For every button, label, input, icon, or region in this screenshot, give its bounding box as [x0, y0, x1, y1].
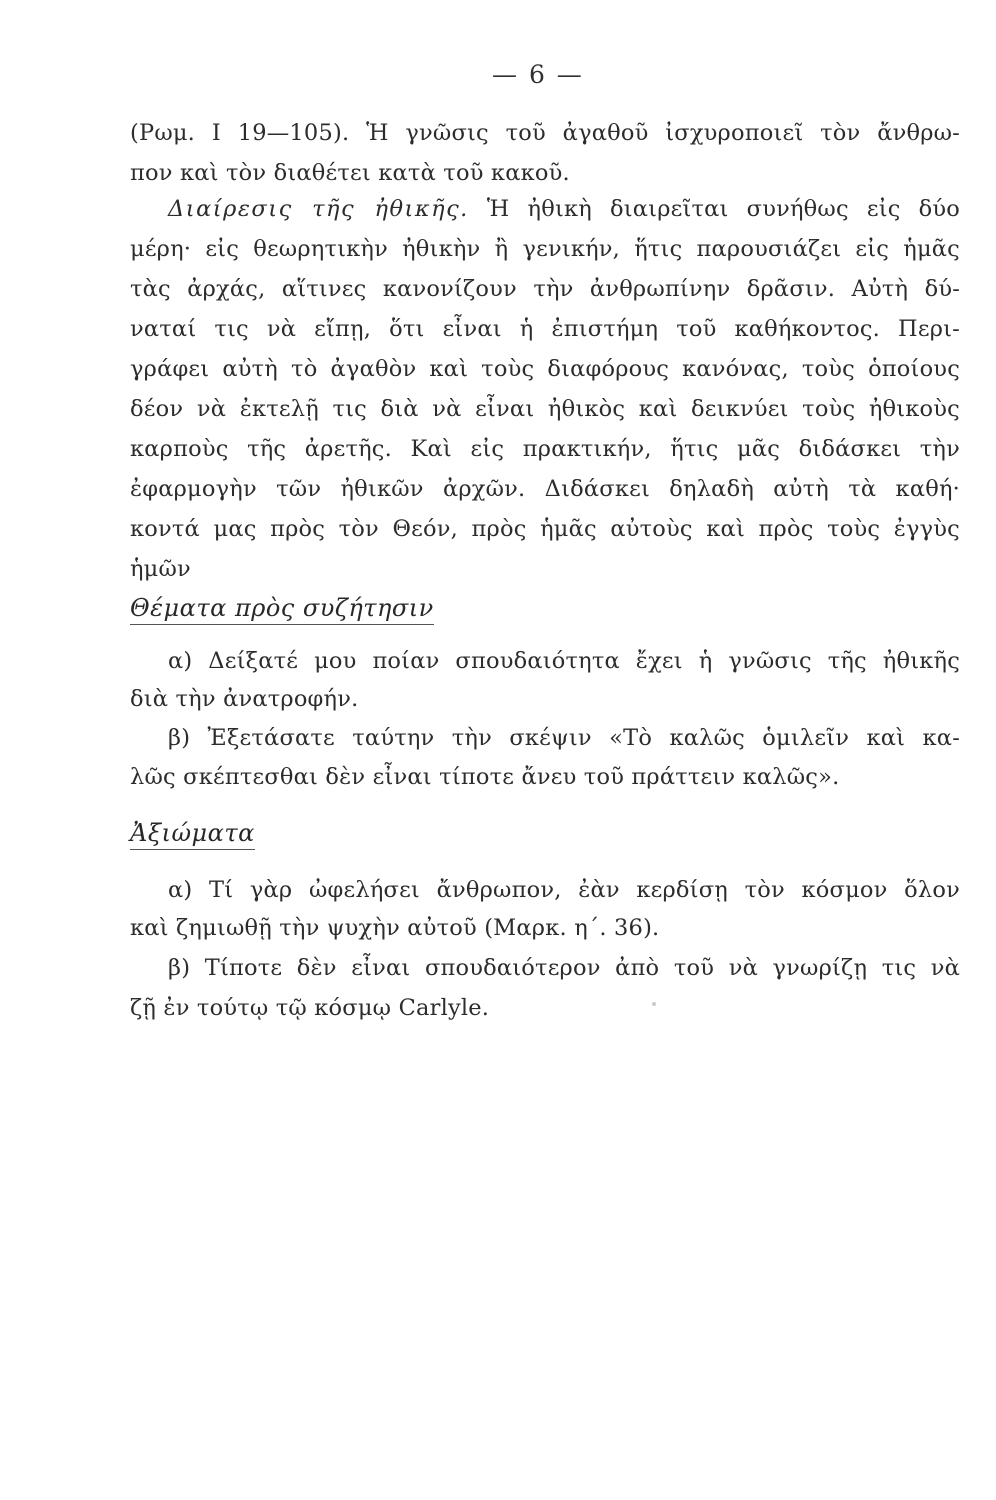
- section-title: Θέματα πρὸς συζήτησιν: [130, 594, 434, 625]
- list-item-line: καὶ ζημιωθῇ τὴν ψυχὴν αὐτοῦ (Μαρκ. η΄. 36).: [130, 915, 660, 941]
- text-line: κοντά μας πρὸς τὸν Θεόν, πρὸς ἡμᾶς αὐτοὺς καὶ πρὸς τοὺς ἐγγὺς: [130, 516, 960, 542]
- text-line: [130, 194, 960, 224]
- list-item-line: διὰ τὴν ἀνατροφήν.: [130, 686, 359, 712]
- ink-speck: [652, 1002, 656, 1006]
- list-item-line: α) Δείξατέ μου ποίαν σπουδαιότητα ἔχει ἡ γνῶσις τῆς ἠθικῆς: [168, 648, 960, 674]
- section-heading-themata: [130, 593, 434, 623]
- inline-heading: Διαίρεσις τῆς ἠθικῆς.: [168, 196, 469, 222]
- text-line: (Ρωμ. Ι 19—105). Ἡ γνῶσις τοῦ ἀγαθοῦ ἰσχυροποιεῖ τὸν ἄνθρω-: [130, 120, 960, 146]
- text-line: ναταί τις νὰ εἴπῃ, ὅτι εἶναι ἡ ἐπιστήμη τοῦ καθήκοντος. Περι-: [130, 316, 960, 342]
- list-item-line: β) Τίποτε δὲν εἶναι σπουδαιότερον ἀπὸ τοῦ νὰ γνωρίζῃ τις νὰ: [168, 955, 960, 981]
- text-line: πον καὶ τὸν διαθέτει κατὰ τοῦ κακοῦ.: [130, 160, 570, 186]
- list-item-line: ζῇ ἐν τούτῳ τῷ κόσμῳ Carlyle.: [130, 995, 490, 1021]
- text-line: ἐφαρμογὴν τῶν ἠθικῶν ἀρχῶν. Διδάσκει δηλαδὴ αὐτὴ τὰ καθή·: [130, 476, 960, 502]
- text-line: δέον νὰ ἐκτελῇ τις διὰ νὰ εἶναι ἠθικὸς καὶ δεικνύει τοὺς ἠθικοὺς: [130, 396, 960, 422]
- section-title: Ἀξιώματα: [130, 819, 255, 850]
- text-line: καρποὺς τῆς ἀρετῆς. Καὶ εἰς πρακτικήν, ἥτις μᾶς διδάσκει τὴν: [130, 436, 960, 462]
- list-item-line: α) Τί γὰρ ὠφελήσει ἄνθρωπον, ἐὰν κερδίσῃ τὸν κόσμον ὅλον: [168, 877, 960, 903]
- list-item-line: β) Ἐξετάσατε ταύτην τὴν σκέψιν «Τὸ καλῶς ὁμιλεῖν καὶ κα-: [168, 725, 960, 751]
- inline-text: Ἡ ἠθικὴ διαιρεῖται συνήθως εἰς δύο: [486, 196, 960, 222]
- page-number: — 6 —: [492, 60, 584, 89]
- section-heading-axiomata: [130, 818, 255, 848]
- text-line: μέρη· εἰς θεωρητικὴν ἠθικὴν ἢ γενικήν, ἥτις παρουσιάζει εἰς ἡμᾶς: [130, 236, 960, 262]
- list-item-line: λῶς σκέπτεσθαι δὲν εἶναι τίποτε ἄνευ τοῦ πράττειν καλῶς».: [130, 764, 840, 790]
- text-line: γράφει αὐτὴ τὸ ἀγαθὸν καὶ τοὺς διαφόρους κανόνας, τοὺς ὁποίους: [130, 356, 960, 382]
- text-line: ἡμῶν: [130, 556, 191, 582]
- text-line: τὰς ἀρχάς, αἵτινες κανονίζουν τὴν ἀνθρωπίνην δρᾶσιν. Αὐτὴ δύ-: [130, 276, 960, 302]
